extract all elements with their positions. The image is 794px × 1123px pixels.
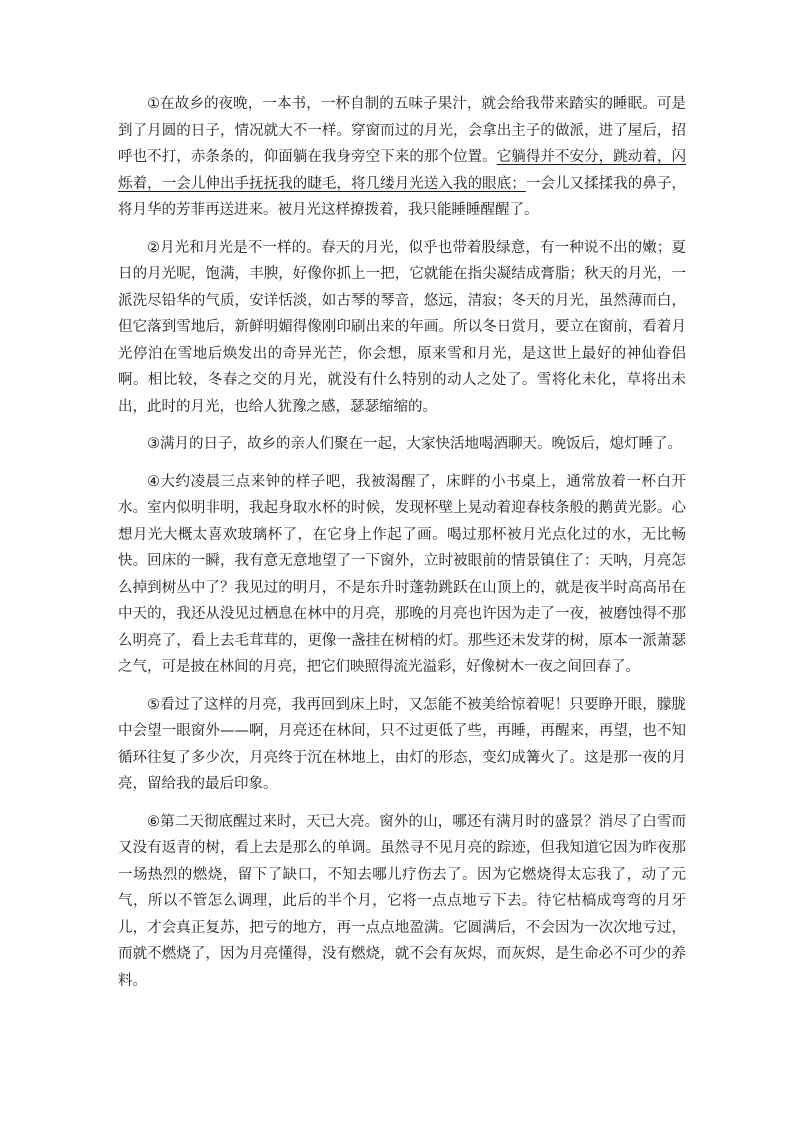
- paragraph-5: ⑤看过了这样的月亮，我再回到床上时，又怎能不被美给惊着呢！只要睁开眼，朦胧中会望一眼窗外——啊，月亮还在林间，只不过更低了些，再睡，再醒来，再望，也不知循环往复了多少次，月亮终于沉在林地上，由灯的形态，变幻成篝火了。这是那一夜的月亮，留给我的最后印象。: [118, 696, 686, 792]
- paragraph-3: ③满月的日子，故乡的亲人们聚在一起，大家快活地喝酒聊天。晚饭后，熄灯睡了。: [147, 436, 682, 452]
- paragraph-4: ④大约凌晨三点来钟的样子吧，我被渴醒了，床畔的小书桌上，通常放着一杯白开水。室内似明非明，我起身取水杯的时候，发现杯壁上晃动着迎春枝条般的鹅黄光影。心想月光大概太喜欢玻璃杯了，在它身上作起了画。喝过那杯被月光点化过的水，无比畅快。回床的一瞬，我有意无意地望了一下窗外，立时被眼前的情景镇住了：天呐，月亮怎么掉到树丛中了？我见过的明月，不是东升时蓬勃跳跃在山顶上的，就是夜半时高高吊在中天的，我还从没见过栖息在林中的月亮，那晚的月亮也许因为走了一夜，被磨蚀得不那么明亮了，看上去毛茸茸的，更像一盏挂在树梢的灯。那些还未发芽的树，原本一派萧瑟之气，可是披在林间的月亮，把它们映照得流光溢彩，好像树木一夜之间回春了。: [118, 473, 686, 675]
- paragraph-1-text-start: ①在故乡的夜晚，一本书，一杯自制的五味子果汁，就会给我带来踏实的睡眠。可是到了月圆的日子，情况就大不一样。穿窗而过的月光，会拿出主子的做派，进了屋后，招呼也不打，赤条条的，仰面躺在我身旁空下来的那个位置。: [118, 96, 686, 165]
- paragraph-2: ②月光和月光是不一样的。春天的月光，似乎也带着股绿意，有一种说不出的嫩；夏日的月光呢，饱满，丰腴，好像你抓上一把，它就能在指尖凝结成膏脂；秋天的月光，一派洗尽铅华的气质，安详恬淡，如古琴的琴音，悠远，清寂；冬天的月光，虽然薄而白，但它落到雪地后，新鲜明媚得像刚印刷出来的年画。所以冬日赏月，要立在窗前，看着月光停泊在雪地后焕发出的奇异光芒，你会想，原来雪和月光，是这世上最好的神仙眷侣啊。相比较，冬春之交的月光，就没有什么特别的动人之处了。雪将化未化，草将出未出，此时的月光，也给人犹豫之感，瑟瑟缩缩的。: [118, 239, 686, 415]
- underlined-sentence: 它躺得并不安分，跳动着，闪烁着，一会儿伸出手抚抚我的睫毛，将几缕月光送入我的眼底；: [118, 149, 687, 192]
- paragraph-1-text-end: 一会儿又揉揉我的鼻子，将月华的芳菲再送进来。被月光这样撩拨着，我只能睡睡醒醒了。: [118, 175, 687, 218]
- article-body: [118, 91, 686, 1005]
- paragraph-6: ⑥第二天彻底醒过来时，天已大亮。窗外的山，哪还有满月时的盛景？消尽了白雪而又没有返青的树，看上去是那么的单调。虽然寻不见月亮的踪迹，但我知道它因为昨夜那一场热烈的燃烧，留下了缺口，不知去哪儿疗伤去了。因为它燃烧得太忘我了，动了元气，所以不管怎么调理，此后的半个月，它将一点点地亏下去。待它枯槁成弯弯的月牙儿，才会真正复苏，把亏的地方，再一点点地盈满。它圆满后，不会因为一次次地亏过，而就不燃烧了，因为月亮懂得，没有燃烧，就不会有灰烬，而灰烬，是生命必不可少的养料。: [118, 813, 686, 989]
- paragraph-1: [118, 91, 686, 224]
